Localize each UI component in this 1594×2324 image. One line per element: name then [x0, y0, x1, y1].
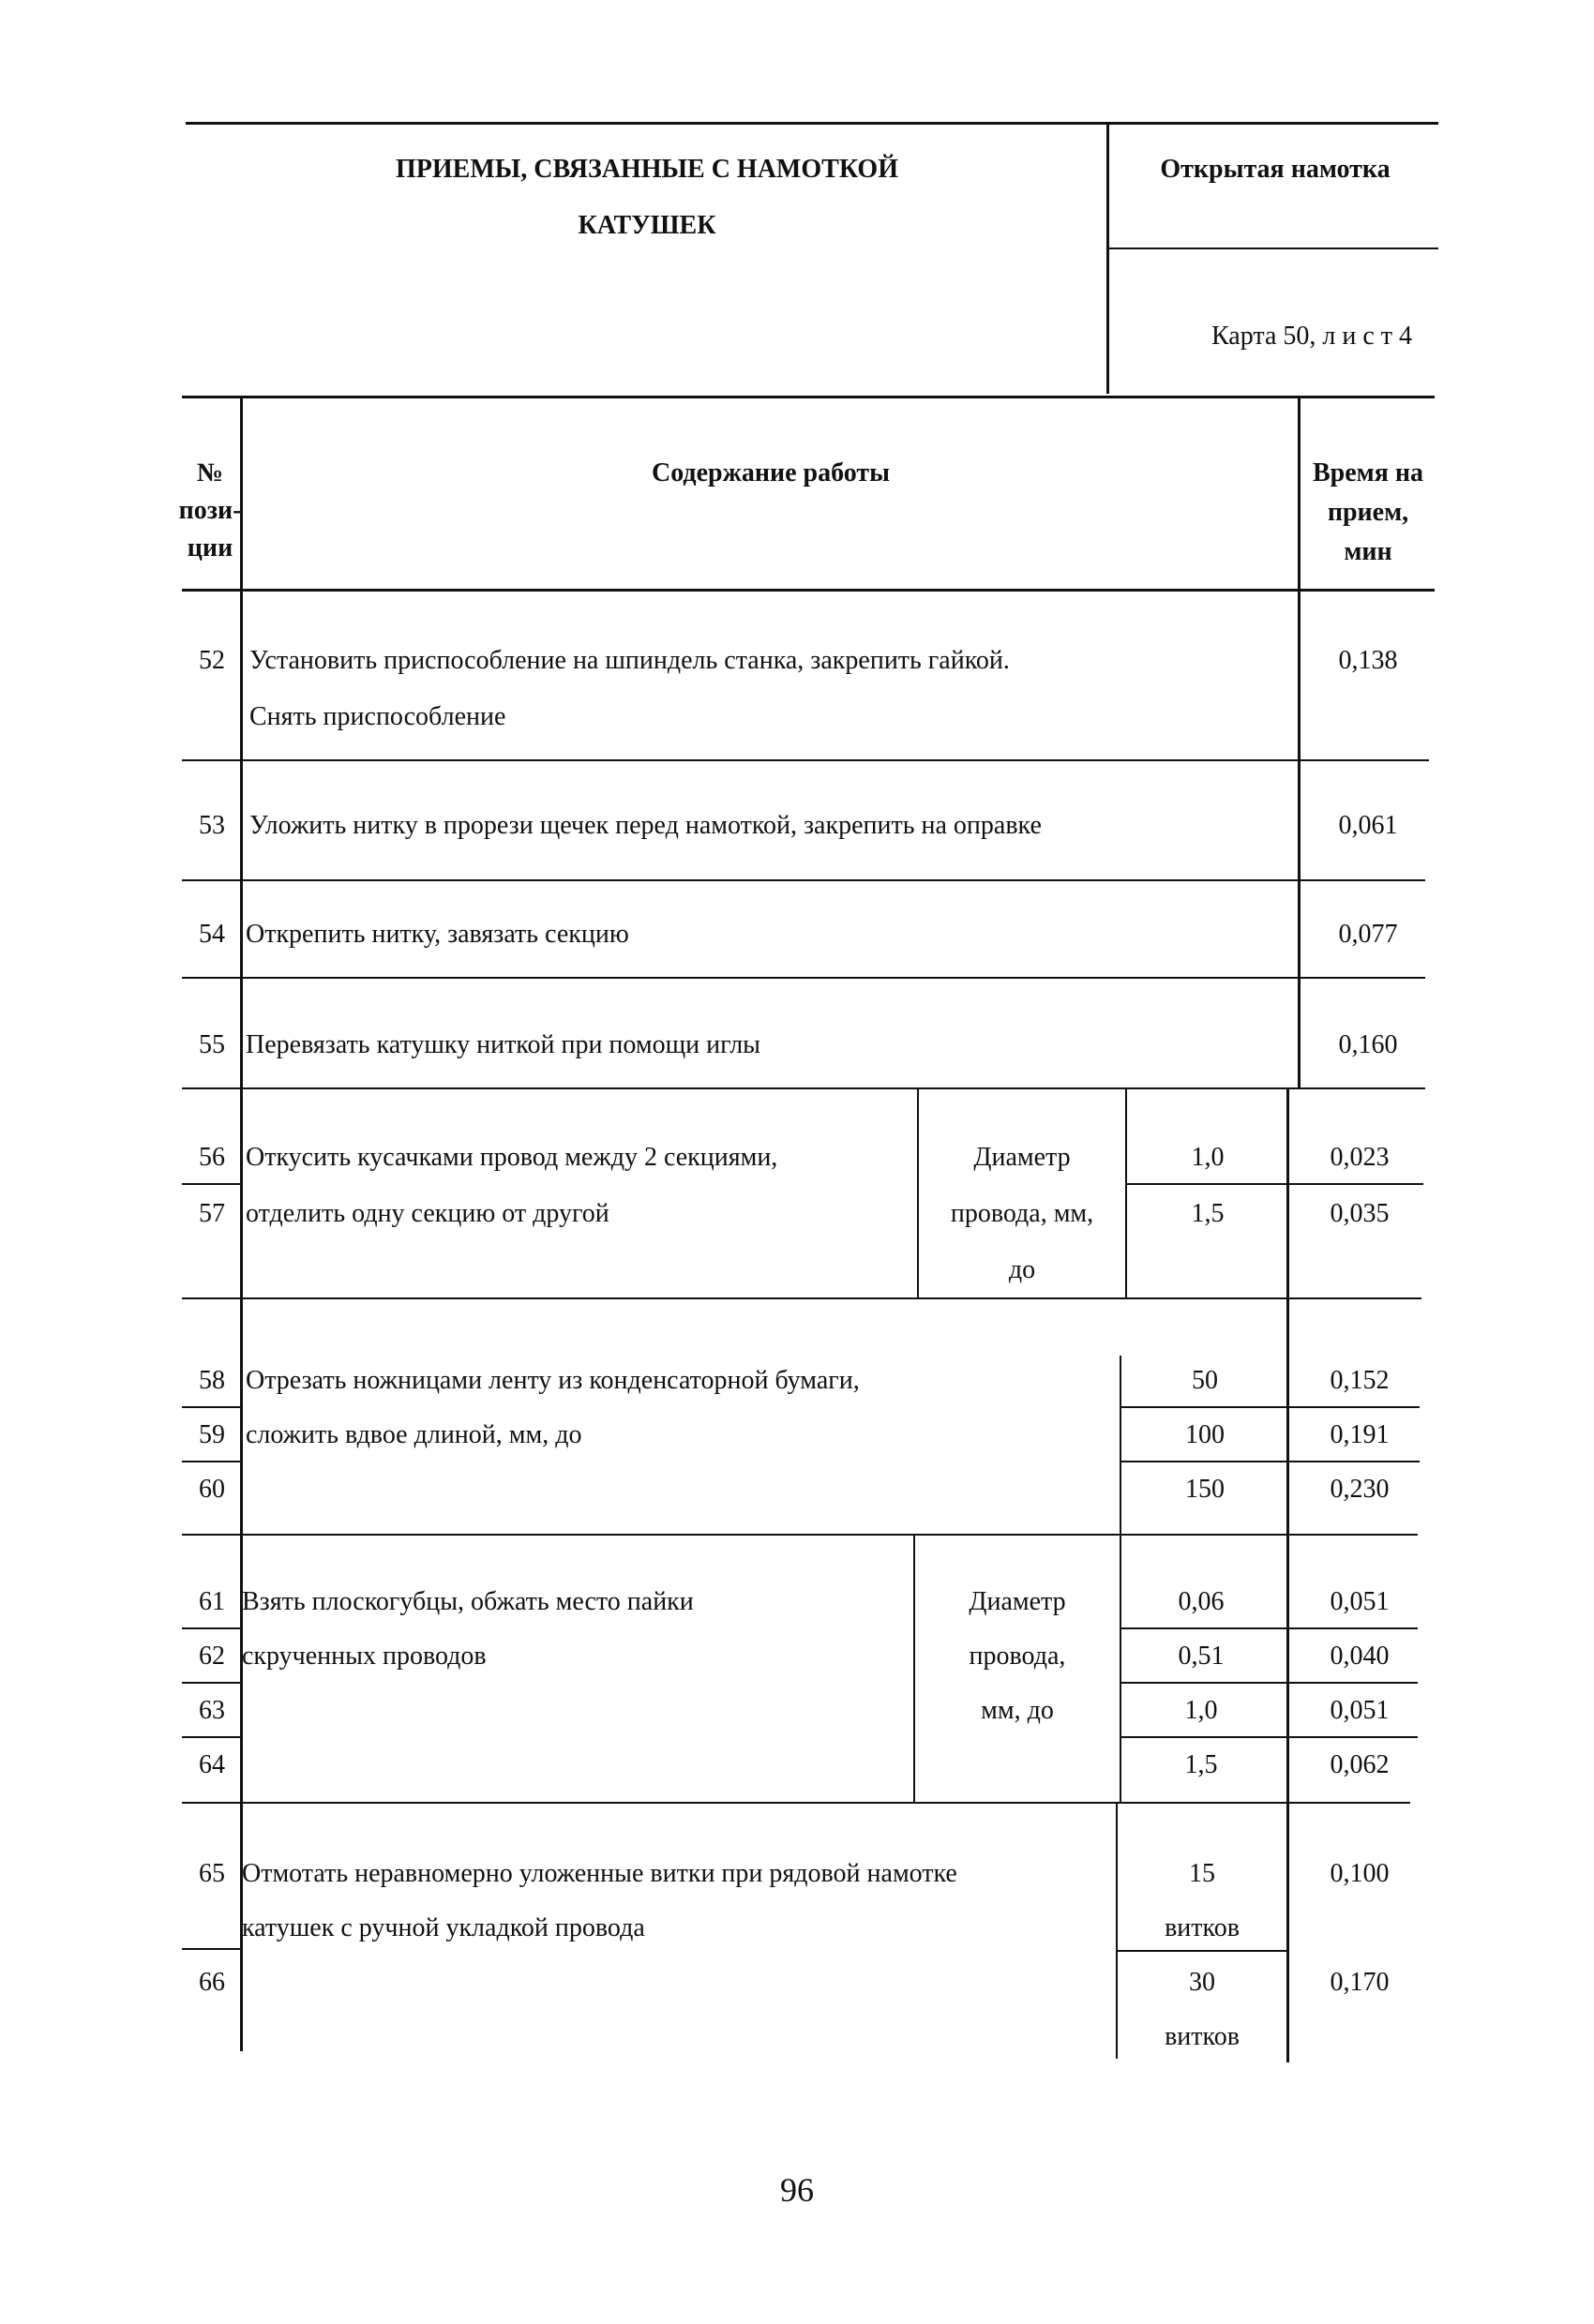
row-position: 58	[199, 1366, 225, 1395]
col-time-line2: прием,	[1327, 498, 1409, 527]
row-time: 0,051	[1330, 1696, 1390, 1725]
param-value: 100	[1185, 1420, 1225, 1449]
row-rule	[182, 1087, 1425, 1089]
document-title-line2: КАТУШЕК	[578, 211, 716, 240]
param-label: до	[1008, 1255, 1036, 1284]
vline-value	[1120, 1356, 1121, 1534]
row-text: Открепить нитку, завязать секцию	[246, 920, 629, 949]
vline-time-upper	[1298, 396, 1301, 1089]
vline-time-lower	[1286, 1089, 1289, 2062]
row-position: 60	[199, 1475, 225, 1504]
value-subrule	[1121, 1736, 1418, 1738]
row-time: 0,100	[1330, 1859, 1390, 1888]
col-time-line1: Время на	[1312, 458, 1424, 487]
row-text: Откусить кусачками провод между 2 секциями,	[246, 1143, 778, 1172]
row-time: 0,170	[1330, 1968, 1390, 1997]
row-position: 64	[199, 1750, 225, 1779]
row-time: 0,077	[1338, 920, 1398, 949]
row-text: Взять плоскогубцы, обжать место пайки	[242, 1587, 694, 1616]
value-subrule	[1121, 1682, 1418, 1684]
header-right-rule	[1106, 247, 1438, 249]
param-value: 150	[1185, 1475, 1225, 1504]
row-position: 57	[199, 1199, 225, 1228]
value-subrule	[1127, 1183, 1423, 1185]
header-divider	[1106, 122, 1109, 394]
document-title-line1: ПРИЕМЫ, СВЯЗАННЫЕ С НАМОТКОЙ	[396, 155, 898, 184]
row-time: 0,023	[1330, 1143, 1390, 1172]
row-time: 0,061	[1338, 811, 1398, 840]
param-value: 1,0	[1184, 1696, 1218, 1725]
pos-subrule	[182, 1461, 240, 1462]
row-text: скрученных проводов	[242, 1642, 487, 1671]
row-time: 0,035	[1330, 1199, 1390, 1228]
row-position: 52	[199, 646, 225, 675]
pos-subrule	[182, 1627, 240, 1629]
header-top-rule	[186, 122, 1438, 125]
param-value: 50	[1192, 1366, 1218, 1395]
row-position: 55	[199, 1030, 225, 1059]
row-time: 0,160	[1338, 1030, 1398, 1059]
col-time-line3: мин	[1344, 537, 1392, 566]
row-time: 0,230	[1330, 1475, 1390, 1504]
row-text: сложить вдвое длиной, мм, до	[246, 1420, 582, 1449]
row-time: 0,152	[1330, 1366, 1390, 1395]
param-value: 1,5	[1191, 1199, 1225, 1228]
param-value: 30	[1189, 1968, 1215, 1997]
row-time: 0,062	[1330, 1750, 1390, 1779]
col-pos-line3: ции	[187, 533, 233, 562]
page-number: 96	[780, 2171, 814, 2209]
param-value: 1,5	[1184, 1750, 1218, 1779]
row-text: Отмотать неравномерно уложенные витки при рядовой намотке	[242, 1859, 957, 1888]
row-position: 65	[199, 1859, 225, 1888]
param-value: 1,0	[1191, 1143, 1225, 1172]
pos-subrule	[182, 1183, 240, 1185]
row-position: 66	[199, 1968, 225, 1997]
col-content-header: Содержание работы	[651, 458, 891, 487]
pos-subrule	[182, 1682, 240, 1684]
row-position: 53	[199, 811, 225, 840]
row-position: 56	[199, 1143, 225, 1172]
param-unit: витков	[1165, 1913, 1240, 1942]
param-label: провода,	[969, 1642, 1066, 1671]
row-text: отделить одну секцию от другой	[246, 1199, 609, 1228]
row-position: 59	[199, 1420, 225, 1449]
column-header-bottom-rule	[182, 589, 1435, 592]
row-rule	[182, 1297, 1421, 1299]
row-text: катушек с ручной укладкой провода	[242, 1913, 645, 1942]
row-text: Отрезать ножницами ленту из конденсаторной бумаги,	[246, 1366, 860, 1395]
row-text: Установить приспособление на шпиндель станка, закрепить гайкой.	[249, 646, 1010, 675]
row-position: 62	[199, 1642, 225, 1671]
value-subrule	[1118, 1950, 1286, 1952]
param-value: 0,06	[1178, 1587, 1225, 1616]
row-position: 63	[199, 1696, 225, 1725]
param-label: Диаметр	[969, 1587, 1066, 1616]
row-rule	[182, 1802, 1410, 1804]
pos-subrule	[182, 1948, 240, 1950]
value-subrule	[1121, 1627, 1418, 1629]
col-pos-line2: пози-	[178, 496, 242, 525]
row-position: 54	[199, 920, 225, 949]
param-label: мм, до	[981, 1696, 1054, 1725]
col-pos-line1: №	[196, 458, 224, 487]
row-time: 0,191	[1330, 1420, 1390, 1449]
pos-subrule	[182, 1736, 240, 1738]
param-value: 15	[1189, 1859, 1215, 1888]
param-label: Диаметр	[973, 1143, 1071, 1172]
param-value: 0,51	[1178, 1642, 1225, 1671]
row-rule	[182, 759, 1429, 761]
row-position: 61	[199, 1587, 225, 1616]
vline-value	[1125, 1089, 1127, 1297]
row-rule	[182, 977, 1425, 979]
card-reference: Карта 50, л и с т 4	[1211, 322, 1412, 351]
param-unit: витков	[1165, 2022, 1240, 2051]
row-text: Снять приспособление	[249, 702, 506, 731]
row-time: 0,040	[1330, 1642, 1390, 1671]
row-rule	[182, 1534, 1418, 1536]
value-subrule	[1121, 1461, 1420, 1462]
section-label: Открытая намотка	[1160, 155, 1391, 184]
row-time: 0,138	[1338, 646, 1398, 675]
column-header-top-rule	[182, 396, 1435, 398]
pos-subrule	[182, 1406, 240, 1408]
row-text: Уложить нитку в прорези щечек перед намоткой, закрепить на оправке	[249, 811, 1042, 840]
row-text: Перевязать катушку ниткой при помощи иглы	[246, 1030, 760, 1059]
row-time: 0,051	[1330, 1587, 1390, 1616]
row-rule	[182, 879, 1425, 881]
value-subrule	[1121, 1406, 1420, 1408]
param-label: провода, мм,	[950, 1199, 1094, 1228]
